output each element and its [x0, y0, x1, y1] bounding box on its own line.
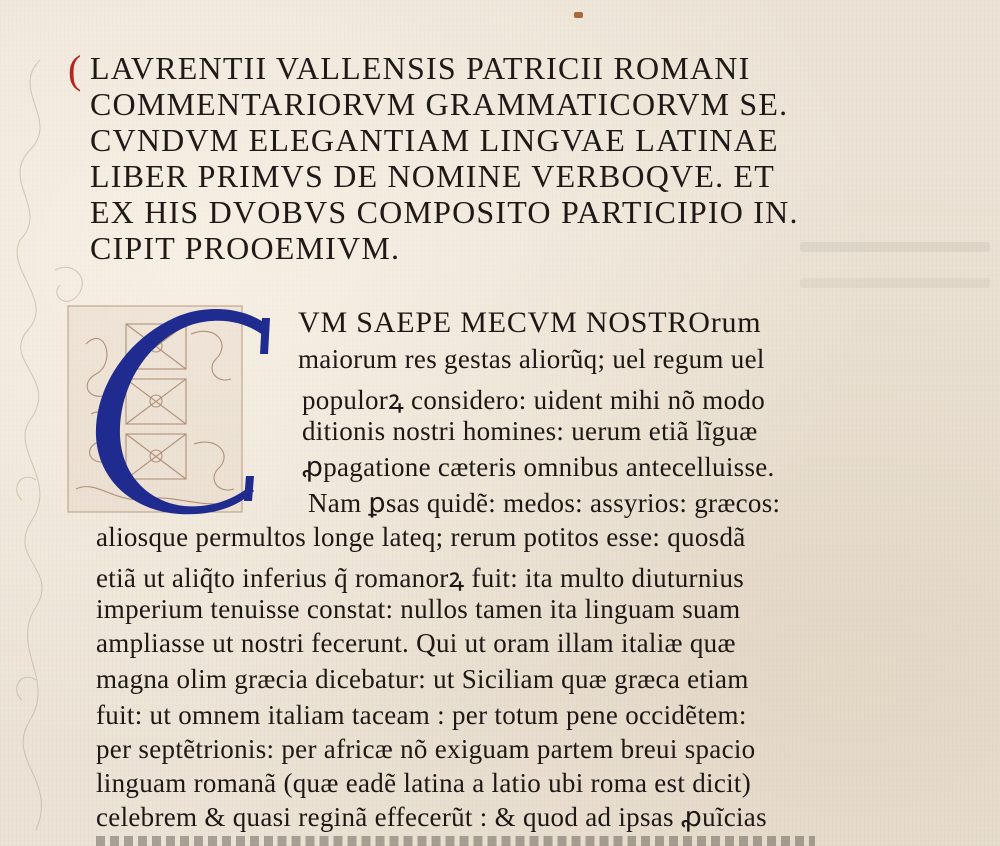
heading-line: LIBER PRIMVS DE NOMINE VERBOQVE. ET [90, 158, 775, 194]
heading-line: CIPIT PROOEMIVM. [90, 230, 401, 266]
body-line: linguam romanã (quæ eadẽ latina a latio ubi roma est dicit) [96, 768, 751, 798]
decorated-initial [54, 296, 302, 518]
body-line: ditionis nostri homines: uerum etiã lĩguæ [302, 416, 758, 446]
heading-line: COMMENTARIORVM GRAMMATICORVM SE. [90, 86, 789, 122]
body-line: ꝓpagatione cæteris omnibus antecelluisse. [302, 452, 775, 482]
body-line: Nam ꝑsas quidẽ: medos: assyrios: græcos: [308, 488, 781, 518]
heading-line: EX HIS DVOBVS COMPOSITO PARTICIPIO IN. [90, 194, 799, 230]
body-line: etiã ut aliq̃to inferius q̃ romanorꝝ fuit: ita multo diuturnius [96, 563, 745, 593]
cut-off-line [96, 836, 815, 846]
heading-line: CVNDVM ELEGANTIAM LINGVAE LATINAE [90, 122, 779, 158]
show-through-text [800, 278, 990, 288]
body-line: imperium tenuisse constat: nullos tamen ita linguam suam [96, 594, 741, 624]
body-line: magna olim græcia dicebatur: ut Siciliam quæ græca etiam [96, 664, 749, 694]
body-line: per septẽtrionis: per africæ nõ exiguam partem breui spacio [96, 734, 756, 764]
red-initial-flourish: ( [68, 47, 82, 92]
body-line: ampliasse ut nostri fecerunt. Qui ut oram illam italiæ quæ [96, 628, 736, 658]
heading-line: LAVRENTII VALLENSIS PATRICII ROMANI [90, 50, 751, 86]
body-line: VM SAEPE MECVM NOSTROrum [298, 306, 762, 339]
body-line: maiorum res gestas aliorũq; uel regum uel [298, 344, 765, 374]
blue-initial-letter [54, 296, 324, 526]
body-line: aliosque permultos longe lateq; rerum potitos esse: quosdã [96, 522, 746, 552]
body-line: populorꝝ considero: uident mihi nõ modo [302, 385, 766, 415]
body-line: fuit: ut omnem italiam taceam : per totum pene occidẽtem: [96, 700, 747, 730]
ink-mark [574, 12, 583, 18]
show-through-text [800, 242, 990, 252]
body-line: celebrem & quasi reginã effecerũt : & quod ad ipsas ꝓuĩcias [96, 802, 767, 832]
